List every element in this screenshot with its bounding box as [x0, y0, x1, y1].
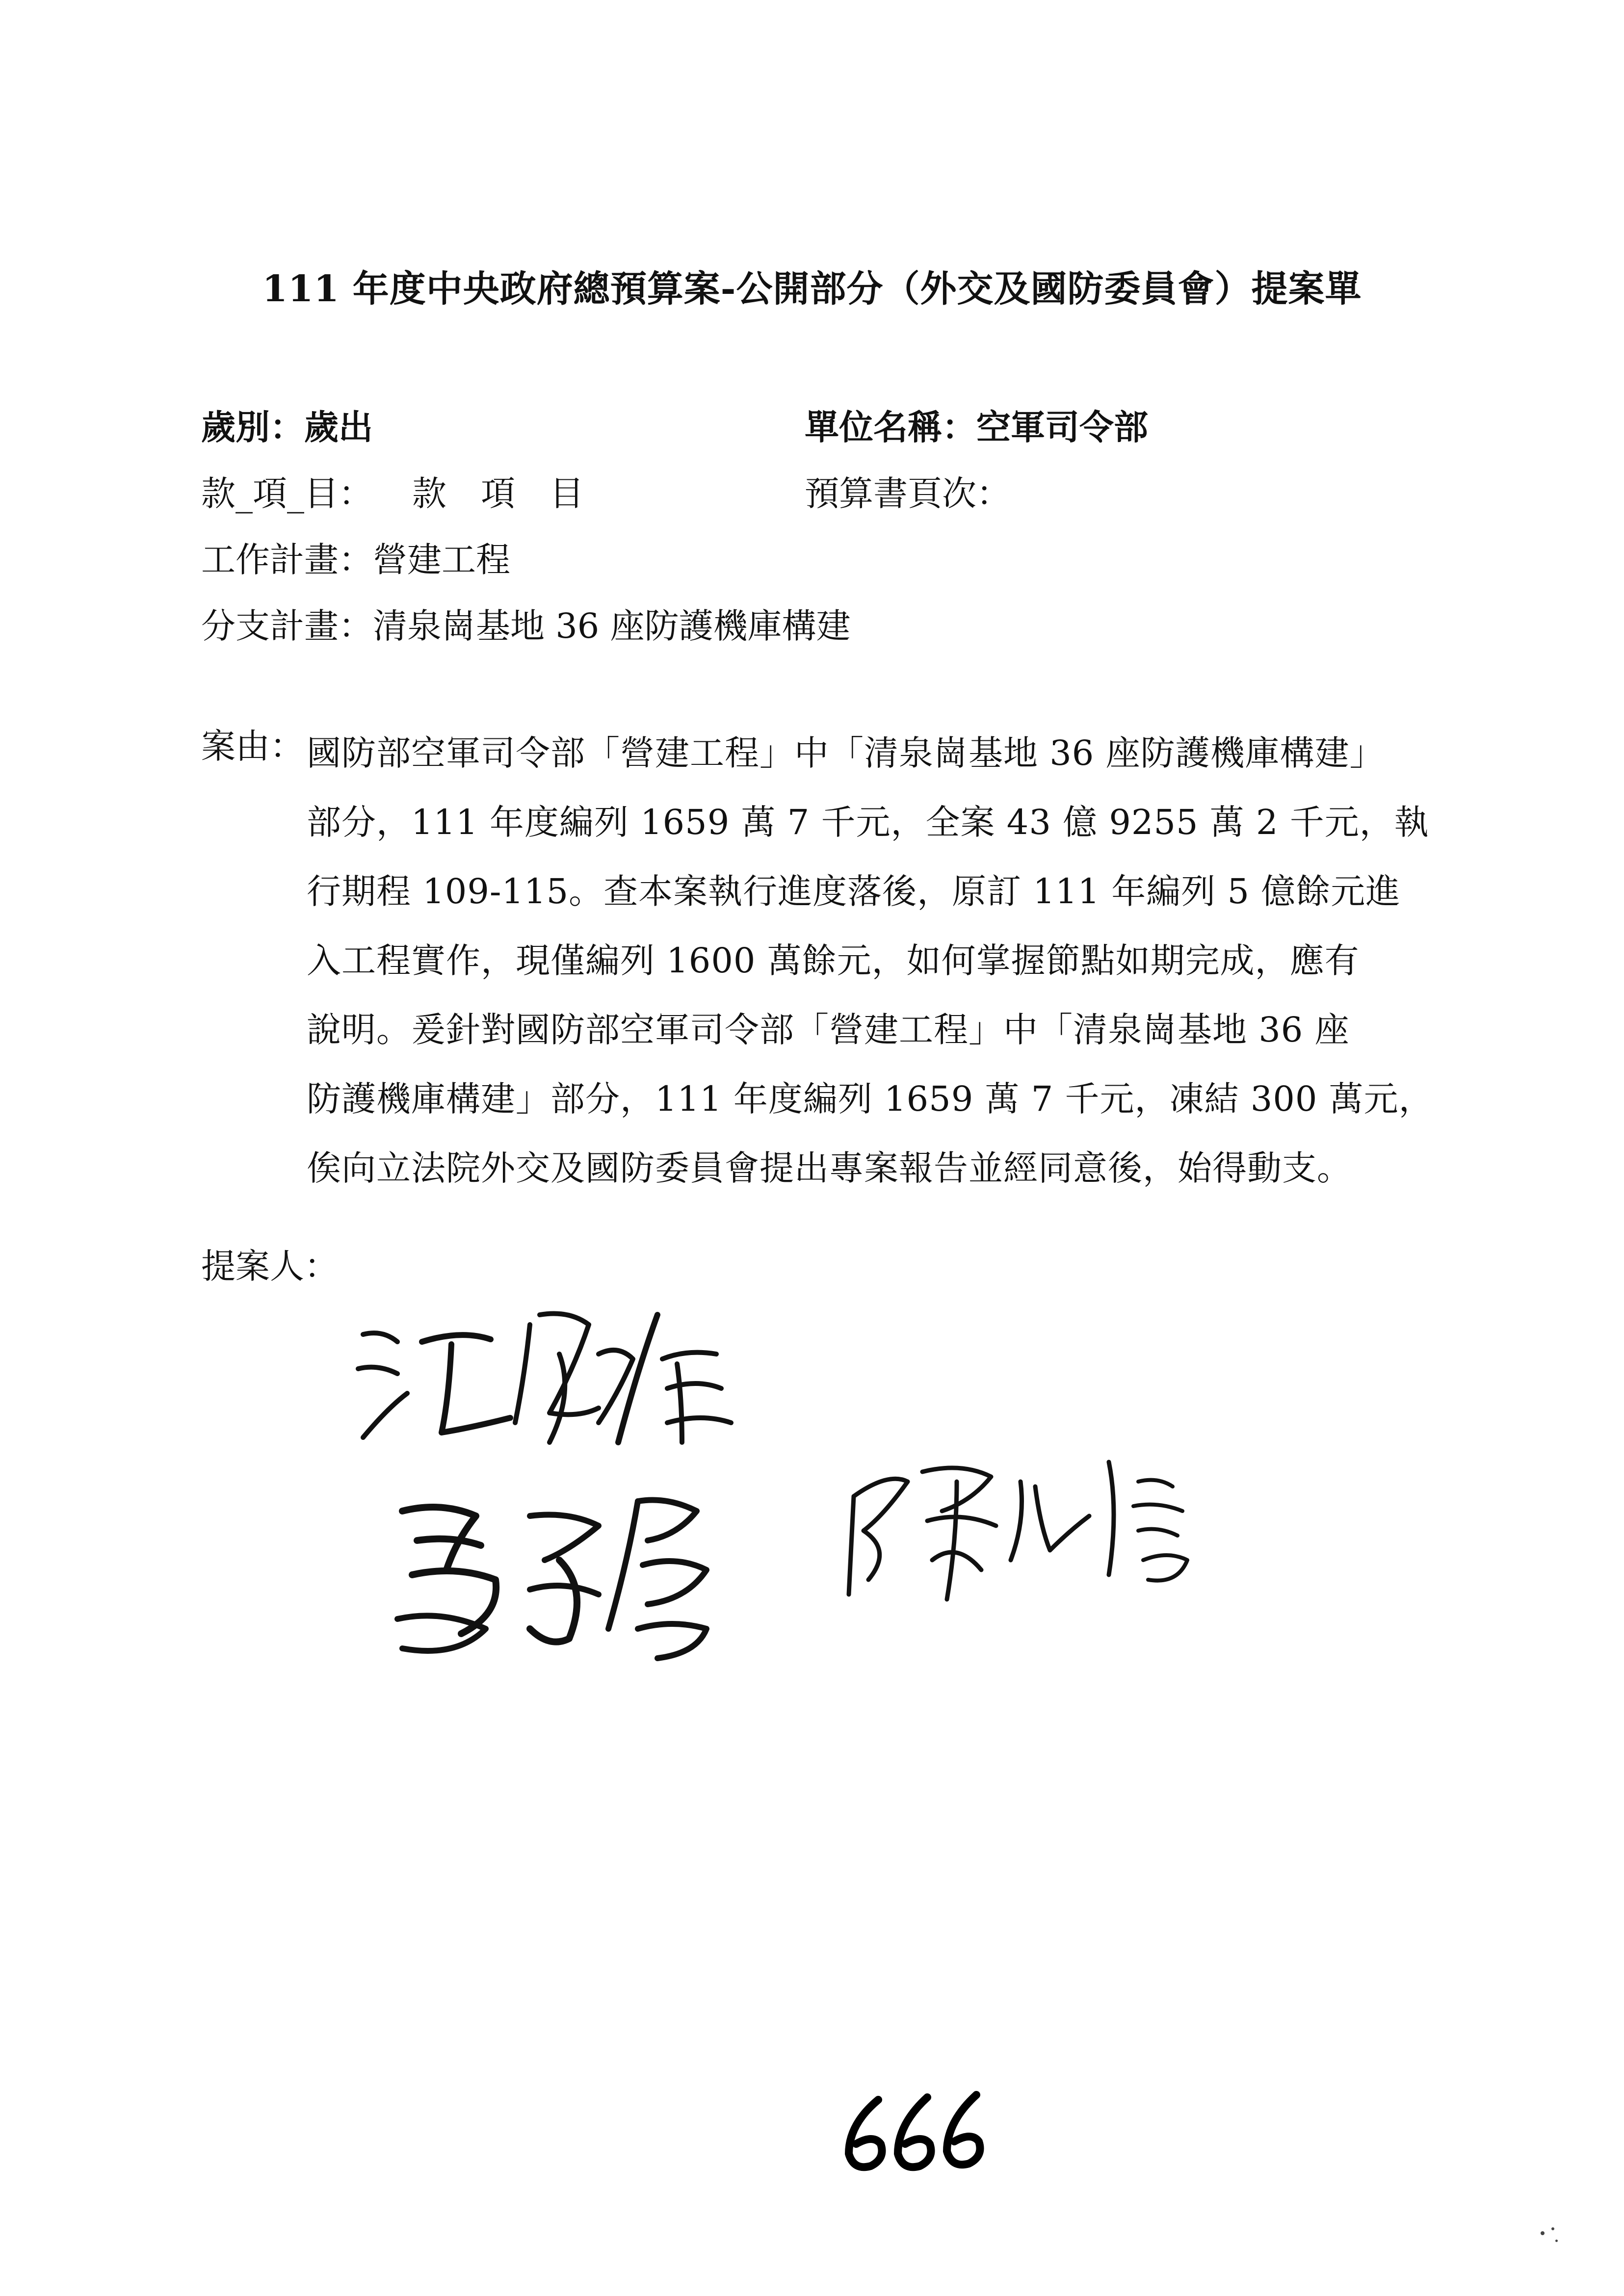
scan-speck — [1551, 2227, 1554, 2230]
item-field — [201, 466, 584, 516]
reason-line: 國防部空軍司令部「營建工程」中「清泉崗基地 36 座防護機庫構建」 — [307, 733, 1385, 773]
unit-field — [805, 400, 1148, 449]
document-title: 111 年度中央政府總預算案-公開部分（外交及國防委員會）提案單 — [262, 268, 1362, 310]
reason-label: 案由： — [201, 726, 304, 766]
reason-line: 防護機庫構建」部分，111 年度編列 1659 萬 7 千元，凍結 300 萬元， — [307, 1079, 1434, 1119]
signature-2 — [383, 1482, 736, 1668]
page-ref-field — [805, 466, 1011, 516]
reason-body — [307, 719, 1465, 1203]
scan-speck — [1541, 2231, 1545, 2235]
year-type-label: 歲別： — [201, 407, 304, 447]
plan-label: 工作計畫： — [201, 540, 373, 580]
reason-line: 行期程 109-115。查本案執行進度落後，原訂 111 年編列 5 億餘元進 — [307, 871, 1401, 912]
signature-3 — [834, 1452, 1197, 1609]
item-value: 款 項 目 — [412, 473, 584, 514]
reason-line: 入工程實作，現僅編列 1600 萬餘元，如何掌握節點如期完成，應有 — [307, 940, 1360, 981]
unit-value: 空軍司令部 — [976, 407, 1148, 447]
subplan-value: 清泉崗基地 36 座防護機庫構建 — [373, 606, 851, 646]
signature-1 — [343, 1295, 746, 1457]
item-label: 款_項_目： — [201, 473, 373, 514]
subplan-label: 分支計畫： — [201, 606, 373, 646]
reason-line: 說明。爰針對國防部空軍司令部「營建工程」中「清泉崗基地 36 座 — [307, 1010, 1350, 1050]
subplan-field — [201, 599, 851, 648]
proposer-label: 提案人： — [201, 1246, 339, 1286]
reason-line: 部分，111 年度編列 1659 萬 7 千元，全案 43 億 9255 萬 2 千元，執 — [307, 802, 1429, 842]
year-type-value: 歲出 — [304, 407, 373, 447]
year-type-field — [201, 400, 373, 449]
page-ref-label: 預算書頁次： — [805, 473, 1011, 514]
plan-field — [201, 532, 510, 582]
reason-line: 俟向立法院外交及國防委員會提出專案報告並經同意後，始得動支。 — [307, 1148, 1352, 1188]
unit-label: 單位名稱： — [805, 407, 976, 447]
plan-value: 營建工程 — [373, 540, 510, 580]
scan-speck — [1555, 2240, 1558, 2242]
handwritten-page-number — [834, 2085, 1001, 2178]
